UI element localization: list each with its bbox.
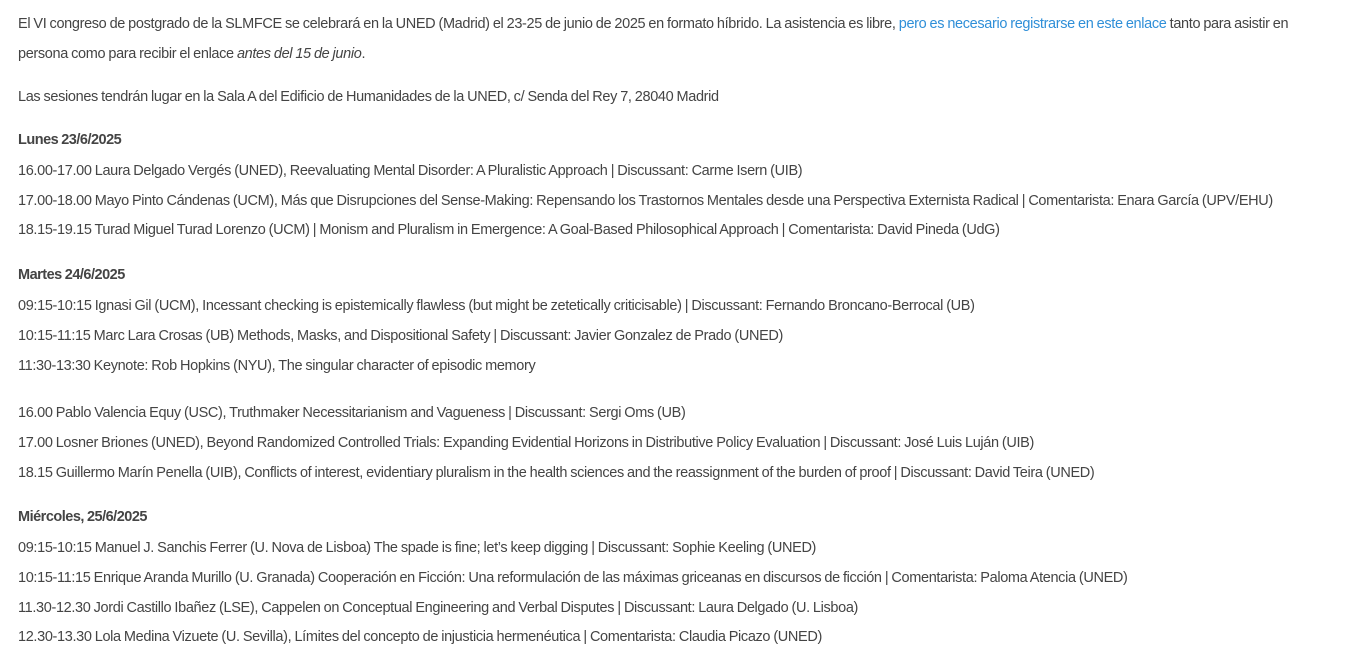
talk-item: 18.15 Guillermo Marín Penella (UIB), Conflicts of interest, evidentiary pluralism in the health sciences and the reassignment of the burden of proof | Discussant: David Teira (UNED)	[18, 464, 1095, 481]
talk-item: 16.00 Pablo Valencia Equy (USC), Truthmaker Necessitarianism and Vagueness | Discussant: Sergi Oms (UB)	[18, 405, 686, 422]
talk-item: 10:15-11:15 Enrique Aranda Murillo (U. Granada) Cooperación en Ficción: Una reformulación de las máximas griceanas en discursos de ficción | Comentarista: Paloma Atencia (UNED)	[18, 570, 1128, 587]
talk-item: 17.00-18.00 Mayo Pinto Cándenas (UCM), Más que Disrupciones del Sense-Making: Repensando los Trastornos Mentales desde una Perspectiva Externista Radical | Comentarista: Enara García (UPV/EHU)	[18, 192, 1273, 209]
venue-paragraph: Las sesiones tendrán lugar en la Sala A del Edificio de Humanidades de la UNED, c/ Senda del Rey 7, 28040 Madrid	[18, 89, 719, 105]
day-tuesday	[18, 263, 1331, 488]
intro-text-continued: tanto para asistir en persona como para recibir el enlace	[18, 16, 1289, 62]
talk-item: 10:15-11:15 Marc Lara Crosas (UB) Methods, Masks, and Dispositional Safety | Discussant: Javier Gonzalez de Prado (UNED)	[18, 327, 784, 344]
intro-text: El VI congreso de postgrado de la SLMFCE se celebrará en la UNED (Madrid) el 23-25 de junio de 2025 en formato híbrido. La asistencia es libre,	[18, 16, 899, 32]
registration-link[interactable]: pero es necesario registrarse en este enlace	[898, 16, 1167, 32]
talk-item: 09:15-10:15 Manuel J. Sanchis Ferrer (U. Nova de Lisboa) The spade is fine; let’s keep digging | Discussant: Sophie Keeling (UNED)	[18, 540, 817, 557]
day-title: Lunes 23/6/2025	[18, 132, 122, 148]
day-title: Miércoles, 25/6/2025	[18, 509, 147, 526]
talk-item: 16.00-17.00 Laura Delgado Vergés (UNED), Reevaluating Mental Disorder: A Pluralistic Approach | Discussant: Carme Isern (UIB)	[18, 163, 803, 179]
talk-item: 09:15-10:15 Ignasi Gil (UCM), Incessant checking is epistemically flawless (but might be zetetically criticisable) | Discussant: Fernando Broncano-Berrocal (UB)	[18, 298, 975, 315]
talk-item: 17.00 Losner Briones (UNED), Beyond Randomized Controlled Trials: Expanding Evidential Horizons in Distributive Policy Evaluation | Discussant: José Luis Luján (UIB)	[18, 434, 1034, 451]
talk-item: 11.30-12.30 Jordi Castillo Ibañez (LSE), Cappelen on Conceptual Engineering and Verbal Disputes | Discussant: Laura Delgado (U. Lisboa)	[18, 599, 859, 616]
day-wednesday	[18, 505, 1331, 653]
day-title: Martes 24/6/2025	[18, 267, 125, 284]
talk-item: 11:30-13:30 Keynote: Rob Hopkins (NYU), The singular character of episodic memory	[18, 357, 536, 374]
intro-paragraph	[18, 10, 1331, 69]
deadline-emphasis: antes del 15 de junio	[236, 45, 362, 62]
talk-item: 18.15-19.15 Turad Miguel Turad Lorenzo (UCM) | Monism and Pluralism in Emergence: A Goal-Based Philosophical Approach | Comentarista: David Pineda (UdG)	[18, 222, 1000, 239]
session-gap	[18, 381, 1331, 399]
intro-end: .	[361, 45, 366, 62]
day-monday	[18, 128, 1331, 246]
talk-item: 12.30-13.30 Lola Medina Vizuete (U. Sevilla), Límites del concepto de injusticia hermenéutica | Comentarista: Claudia Picazo (UNED)	[18, 629, 822, 646]
